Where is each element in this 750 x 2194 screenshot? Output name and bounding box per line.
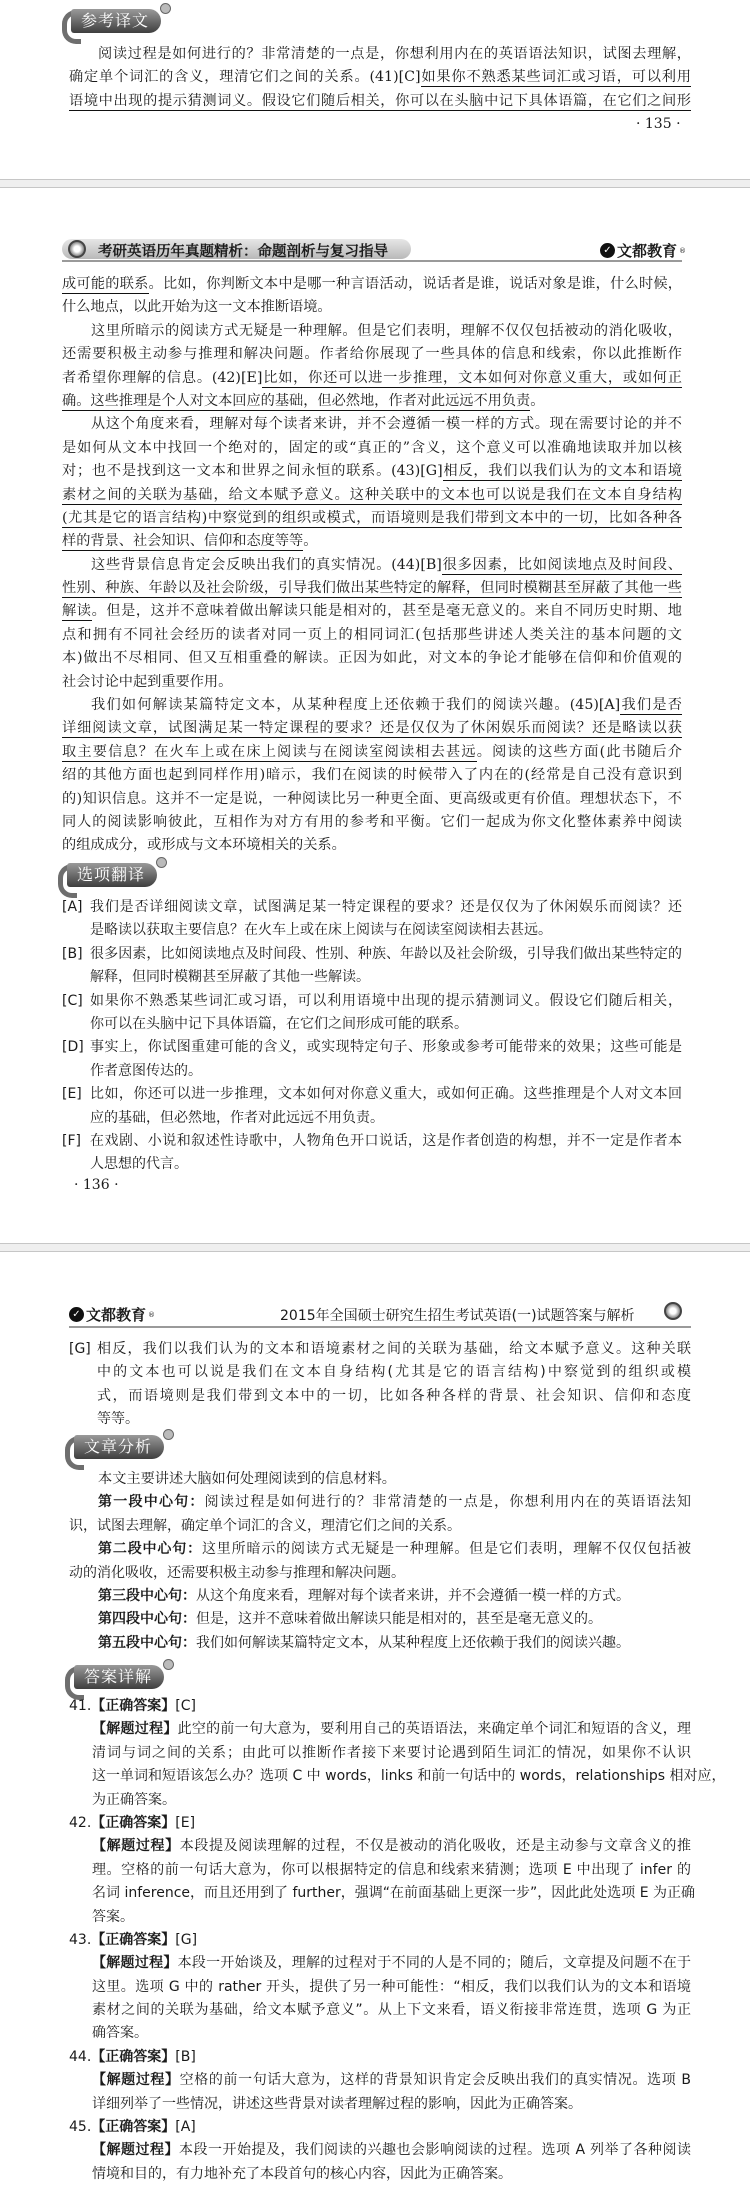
text-line (62, 717, 682, 740)
option-letter: [A] (62, 899, 83, 915)
text-line (62, 624, 682, 647)
translation-continued (69, 43, 691, 113)
explanation-text: 为正确答案。 (92, 1791, 176, 1808)
section-label-option-translation (58, 861, 168, 891)
underlined-answer-sentence: 性别、种族、年龄以及社会阶级，引导我们做出某些特定的解释，但同时模糊甚至屏蔽了其他一些 (62, 580, 682, 597)
explanation-text: 本段一开始谈及，理解的过程对于不同的人是不同的；随后，文章提及问题不在于 (177, 1955, 691, 1972)
header-rule (62, 260, 682, 262)
correct-answer-label: 【正确答案】 (91, 1814, 176, 1831)
running-header-bar (62, 239, 411, 259)
globe-icon (664, 1302, 682, 1320)
running-header-title: 2015年全国硕士研究生招生考试英语(一)试题答案与解析 (280, 1308, 635, 1324)
option-item (69, 1338, 691, 1432)
analysis-item-label: 第四段中心句： (98, 1611, 196, 1628)
text-line (69, 90, 691, 113)
underlined-answer-sentence: 相反，我们以我们认为的文本和语境 (442, 463, 682, 480)
explanation-line (92, 2022, 691, 2045)
text-line (62, 413, 682, 436)
text-line (62, 671, 682, 694)
explanation-text: 理。空格的前一句话大意为，你可以根据特定的信息和线索来猜测；选项 E 中出现了 infer 的 (92, 1861, 691, 1878)
option-item (62, 1036, 682, 1083)
text-line: 等等。 (97, 1411, 139, 1428)
text-line: 解释，但同时模糊甚至屏蔽了其他一些解读。 (90, 969, 370, 986)
text-line (62, 437, 682, 460)
explanation-text: 确答案。 (92, 2025, 148, 2042)
label-badge-icon (156, 857, 167, 868)
text-line: 应的基础，但必然地，作者对此远远不用负责。 (90, 1109, 384, 1126)
explanation-text: 这一单词和短语该怎么办？选项 C 中 words，links 和前一句话中的 words，relationships 相对应， (92, 1768, 726, 1785)
header-rule (69, 1326, 691, 1328)
text-segment: 对；也不是找到这一文本和世界之间永恒的联系。(43)[G] (62, 463, 443, 480)
analysis-item-label: 第五段中心句： (98, 1634, 196, 1651)
explanation-line (92, 1742, 691, 1765)
text-segment: 这些背景信息肯定会反映出我们的真实情况。(44)[B] (91, 556, 442, 573)
label-badge-icon (163, 1429, 174, 1440)
underlined-answer-sentence: 比如，你还可以进一步推理，文本如何对你意义重大，或如何正 (262, 369, 682, 386)
option-text (90, 990, 682, 1037)
option-item (62, 1083, 682, 1130)
running-header-title: 考研英语历年真题精析：命题剖析与复习指导 (98, 244, 388, 260)
page-number: · 135 · (636, 116, 681, 132)
underlined-answer-sentence: 语境中出现的提示猜测词义。假设它们随后相关，你可以在头脑中记下具体语篇，在它们之间形 (69, 92, 691, 109)
text-line (62, 320, 682, 343)
solution-process-label: 【解题过程】 (92, 2142, 180, 2159)
underlined-answer-sentence: 取主要信息？在火车上或在床上阅读与在阅读室阅读相去甚远 (62, 743, 477, 760)
answer-heading (69, 2046, 691, 2069)
section-label-text: 答案详解 (74, 1665, 164, 1689)
correct-answer-label: 【正确答案】 (91, 2119, 176, 2136)
option-g (69, 1338, 691, 1432)
option-item (62, 896, 682, 943)
option-letter: [G] (69, 1341, 91, 1357)
correct-answer-label: 【正确答案】 (91, 2048, 176, 2065)
explanation-text: 此空的前一句大意为，要利用自己的英语语法，来确定单个词汇和短语的含义，理 (177, 1721, 691, 1738)
text-segment: 阅读过程是如何进行的？非常清楚的一点是，你想利用内在的英语语法知识，试图去理解， (98, 46, 691, 62)
explanation-line (92, 1859, 691, 1882)
explanation-line (92, 1882, 695, 1905)
option-item (62, 943, 682, 990)
section-label-text: 文章分析 (74, 1435, 164, 1459)
answer-heading (69, 1812, 691, 1835)
text-line: 比如，你还可以进一步推理，文本如何对你意义重大，或如何正确。这些推理是个人对文本回 (90, 1086, 682, 1103)
text-line (62, 694, 682, 717)
brand-logo (69, 1304, 155, 1325)
section-label-text: 选项翻译 (67, 863, 157, 887)
question-number: 44. (69, 2048, 92, 2065)
logo-text: 文都教育 (86, 1306, 147, 1324)
text-line (62, 741, 682, 764)
underlined-answer-sentence: 解读 (62, 603, 92, 620)
text-line (62, 764, 682, 787)
label-badge-icon (160, 3, 171, 14)
text-line: 如果你不熟悉某些词汇或习语，可以利用语境中出现的提示猜测词义。假设它们随后相关， (90, 992, 682, 1009)
question-number: 41. (69, 1698, 92, 1714)
analysis-line (69, 1538, 691, 1561)
analysis-item-text: 从这个角度来看，理解对每个读者来讲，并不会遵循一模一样的方式。 (196, 1587, 630, 1604)
text-segment: 的)知识信息。这并不一定是说，一种阅读比另一种更全面、更高级或更有价值。理想状态下，不 (62, 790, 682, 807)
text-line: 我们是否详细阅读文章，试图满足某一特定课程的要求？还是仅仅为了休闲娱乐而阅读？还 (90, 899, 682, 915)
analysis-line (69, 1515, 691, 1538)
text-line (62, 484, 682, 507)
text-segment: 从这个角度来看，理解对每个读者来讲，并不会遵循一模一样的方式。现在需要讨论的并不 (91, 416, 682, 433)
analysis-item-text: 但是，这并不意味着做出解读只能是相对的，甚至是毫无意义的。 (196, 1611, 602, 1628)
option-list (62, 896, 682, 1177)
correct-answer-label: 【正确答案】 (91, 1931, 176, 1948)
underlined-answer-sentence: 确。这些推理是个人对文本回应的基础，但必然地，作者对此远远不用负责 (62, 392, 531, 409)
text-segment: 什么地点，以此开始为这一文本推断语境。 (62, 299, 332, 316)
text-line (62, 273, 682, 296)
analysis-item-text: 动的消化吸收，还需要积极主动参与推理和解决问题。 (69, 1564, 405, 1581)
page-separator (0, 179, 750, 188)
explanation-line (92, 2139, 691, 2162)
text-segment: 者希望你理解的信息。(42)[E] (62, 369, 263, 386)
text-line (62, 811, 682, 834)
text-line: 你可以在头脑中记下具体语篇，在它们之间形成可能的联系。 (90, 1015, 468, 1032)
explanation-line (92, 2093, 691, 2116)
explanation-text: 详细列举了一些情况，讲述这些背景对读者理解过程的影响，因此为正确答案。 (92, 2095, 582, 2112)
explanation-text: 素材之间的关联为基础，给文本赋予意义”。从上下文来看，语义衔接非常连贯，选项 G 为正 (92, 2002, 691, 2019)
text-line (62, 460, 682, 483)
explanation-text: 答案。 (92, 1908, 134, 1925)
text-line: 相反，我们以我们认为的文本和语境素材之间的关联为基础，给文本赋予意义。这种关联 (97, 1341, 691, 1357)
explanation-line (92, 1976, 691, 1999)
text-segment: 确定单个词汇的含义，理清它们之间的关系。(41)[C] (69, 69, 421, 86)
solution-process-label: 【解题过程】 (92, 2072, 180, 2089)
underlined-answer-sentence: 成可能的联系 (62, 276, 149, 292)
section-label-article-analysis (65, 1433, 175, 1463)
registered-mark: ® (679, 246, 687, 255)
option-text (90, 1130, 682, 1177)
option-text (90, 1036, 682, 1083)
text-line (62, 296, 682, 319)
text-segment: 社会讨论中起到重要作用。 (62, 673, 233, 690)
underlined-answer-sentence: (尤其是它的语言结构)中察觉到的组织或模式，而语境则是我们带到文本中的一切，比如各种各 (62, 509, 682, 526)
explanation-line (92, 1835, 691, 1858)
explanation-text: 本段一开始提及，我们阅读的兴趣也会影响阅读的过程。选项 A 列举了各种阅读 (179, 2142, 692, 2159)
text-line: 作者意图传达的。 (90, 1062, 202, 1079)
correct-answer-value: [E] (175, 1814, 196, 1831)
text-segment: 还需要积极主动参与推理和解决问题。作者给你展现了一些具体的信息和线索，你以此推断作 (62, 346, 682, 363)
underlined-answer-sentence: 如果你不熟悉某些词汇或习语，可以利用 (420, 69, 691, 86)
analysis-item-label: 第三段中心句： (98, 1587, 196, 1604)
option-letter: [D] (62, 1039, 84, 1056)
correct-answer-label: 【正确答案】 (91, 1698, 176, 1714)
explanation-line (92, 1999, 691, 2022)
explanation-text: 空格的前一句话大意为，这样的背景知识肯定会反映出我们的真实情况。选项 B (179, 2072, 691, 2089)
explanation-text: 情境和目的，有力地补充了本段首句的核心内容，因此为正确答案。 (92, 2165, 512, 2182)
underlined-answer-sentence: 详细阅读文章，试图满足某一特定课程的要求？还是仅仅为了休闲娱乐而阅读？还是略读以获 (62, 720, 682, 737)
correct-answer-value: [B] (175, 2048, 196, 2065)
explanation-text: 清词与词之间的关系；由此可以推断作者接下来要讨论遇到陌生词汇的情况，如果你不认识 (92, 1744, 691, 1761)
option-letter: [C] (62, 992, 83, 1009)
text-line (62, 577, 682, 600)
analysis-item-label: 第一段中心句： (98, 1494, 205, 1511)
text-segment: 。 (530, 392, 545, 409)
text-segment: 。但是，这并不意味着做出解读只能是相对的，甚至是毫无意义的。来自不同历史时期、地 (91, 603, 682, 620)
answer-heading (69, 2116, 691, 2139)
analysis-line (69, 1491, 691, 1514)
underlined-answer-sentence: 很多因素，比如阅读地点及时间段、 (441, 556, 682, 573)
question-number: 43. (69, 1931, 92, 1948)
option-text (97, 1338, 691, 1432)
text-line (62, 647, 682, 670)
question-number: 42. (69, 1814, 92, 1831)
answer-heading (69, 1929, 691, 1952)
explanation-line (92, 1718, 691, 1741)
underlined-answer-sentence: 素材之间的关联为基础，给文本赋予意义。这种关联中的文本也可以说是我们在文本自身结构 (62, 486, 682, 503)
section-label-reference-translation (62, 7, 172, 37)
correct-answer-value: [G] (175, 1931, 198, 1948)
solution-process-label: 【解题过程】 (92, 1721, 178, 1738)
label-badge-icon (163, 1659, 174, 1670)
answer-heading (69, 1695, 691, 1718)
option-text (90, 896, 682, 943)
underlined-answer-sentence: 样的背景、社会知识、信仰和态度等等 (62, 533, 304, 550)
logo-text: 文都教育 (617, 242, 678, 260)
text-line: 是略读以获取主要信息？在火车上或在床上阅读与在阅读室阅读相去甚远。 (90, 922, 552, 939)
text-line: 很多因素，比如阅读地点及时间段、性别、种族、年龄以及社会阶级，引导我们做出某些特定的 (90, 945, 682, 962)
text-line: 在戏剧、小说和叙述性诗歌中，人物角色开口说话，这是作者创造的构想，并不一定是作者本 (90, 1132, 682, 1149)
text-line: 式，而语境则是我们带到文本中的一切，比如各种各样的背景、社会知识、信仰和态度 (97, 1387, 691, 1404)
globe-icon (68, 240, 86, 258)
article-analysis (69, 1468, 691, 1655)
correct-answer-value: [C] (175, 1698, 196, 1714)
text-line (62, 600, 682, 623)
option-item (62, 1130, 682, 1177)
text-line (62, 367, 682, 390)
question-number: 45. (69, 2119, 92, 2136)
explanation-line (92, 2163, 691, 2186)
explanation-text: 本段提及阅读理解的过程，不仅是被动的消化吸收，还是主动参与文章含义的推 (179, 1838, 691, 1855)
explanation-line (92, 1765, 726, 1788)
text-line (62, 343, 682, 366)
text-line (62, 788, 682, 811)
option-letter: [E] (62, 1086, 82, 1103)
text-line (62, 834, 682, 857)
text-line (69, 43, 691, 66)
analysis-line (69, 1562, 691, 1585)
analysis-line (69, 1632, 691, 1655)
explanation-line (92, 2069, 691, 2092)
text-line: 人思想的代言。 (90, 1156, 188, 1173)
option-text (90, 1083, 682, 1130)
text-line (62, 390, 682, 413)
solution-process-label: 【解题过程】 (92, 1838, 180, 1855)
correct-answer-value: [A] (175, 2119, 196, 2136)
translation-passage (62, 273, 682, 858)
section-label-answer-explanation (65, 1663, 175, 1693)
answer-explanations (69, 1695, 726, 2186)
analysis-item-label: 第二段中心句： (98, 1541, 202, 1558)
analysis-line (69, 1585, 691, 1608)
text-line (62, 554, 682, 577)
text-line: 中的文本也可以说是我们在文本自身结构(尤其是它的语言结构)中察觉到的组织或模 (97, 1364, 691, 1381)
logo-mark-icon: ✓ (600, 243, 615, 258)
explanation-line (92, 1906, 691, 1929)
text-segment: 点和拥有不同社会经历的读者对同一页上的相同词汇(包括那些讲述人类关注的基本问题的文 (62, 626, 682, 643)
registered-mark: ® (148, 1310, 156, 1319)
text-line (62, 507, 682, 530)
option-item (62, 990, 682, 1037)
page-number: · 136 · (74, 1177, 119, 1193)
text-segment: 这里所暗示的阅读方式无疑是一种理解。但是它们表明，理解不仅仅包括被动的消化吸收， (91, 322, 682, 339)
text-segment: 是如何从文本中找回一个绝对的，固定的或“真正的”含义，这个意义可以准确地读取并加以核 (62, 439, 682, 456)
text-line: 事实上，你试图重建可能的含义，或实现特定句子、形象或参考可能带来的效果；这些可能是 (90, 1039, 682, 1056)
text-segment: 本)做出不尽相同、但又互相重叠的解读。正因为如此，对文本的争论才能够在信仰和价值观的 (62, 650, 682, 667)
text-segment: 。 (303, 533, 318, 550)
text-line (69, 66, 691, 89)
analysis-line (69, 1608, 691, 1631)
analysis-intro: 本文主要讲述大脑如何处理阅读到的信息材料。 (98, 1471, 396, 1487)
option-text (90, 943, 682, 990)
text-segment: 我们如何解读某篇特定文本，从某种程度上还依赖于我们的阅读兴趣。(45)[A] (91, 697, 621, 714)
text-segment: 同人的阅读影响彼此，互相作为对方有用的参考和平衡。它们一起成为你文化整体素养中阅读 (62, 813, 682, 830)
text-segment: 绍的其他方面也起到同样作用)暗示，我们在阅读的时候带入了内在的(经常是自己没有意识到 (62, 767, 682, 784)
text-segment: 的组成成分，或形成与文本环境相关的关系。 (62, 837, 346, 854)
solution-process-label: 【解题过程】 (92, 1955, 178, 1972)
section-label-text: 参考译文 (71, 9, 161, 33)
text-segment: 。比如，你判断文本中是哪一种言语活动，说话者是谁，说话对象是谁，什么时候， (148, 276, 682, 292)
analysis-item-text: 这里所暗示的阅读方式无疑是一种理解。但是它们表明，理解不仅仅包括被 (201, 1541, 692, 1558)
underlined-answer-sentence: 我们是否 (620, 697, 682, 714)
analysis-item-text: 阅读过程是如何进行的？非常清楚的一点是，你想利用内在的英语语法知 (204, 1494, 692, 1511)
explanation-line (92, 1952, 691, 1975)
analysis-item-text: 我们如何解读某篇特定文本，从某种程度上还依赖于我们的阅读兴趣。 (196, 1634, 630, 1651)
explanation-text: 这里。选项 G 中的 rather 开头，提供了另一种可能性：“相反，我们以我们认为的文本和语境 (92, 1978, 691, 1995)
text-line (62, 530, 682, 553)
text-segment: 。阅读的这些方面(此书随后介 (476, 743, 682, 760)
logo-mark-icon: ✓ (69, 1307, 84, 1322)
analysis-item-text: 识，试图去理解，确定单个词汇的含义，理清它们之间的关系。 (69, 1517, 461, 1534)
explanation-line (92, 1789, 691, 1812)
option-letter: [B] (62, 945, 83, 962)
page-separator (0, 1243, 750, 1252)
explanation-text: 名词 inference，而且还用到了 further，强调“在前面基础上更深一步”，因此此处选项 E 为正确 (92, 1885, 695, 1902)
brand-logo (600, 240, 686, 261)
option-letter: [F] (62, 1132, 81, 1149)
